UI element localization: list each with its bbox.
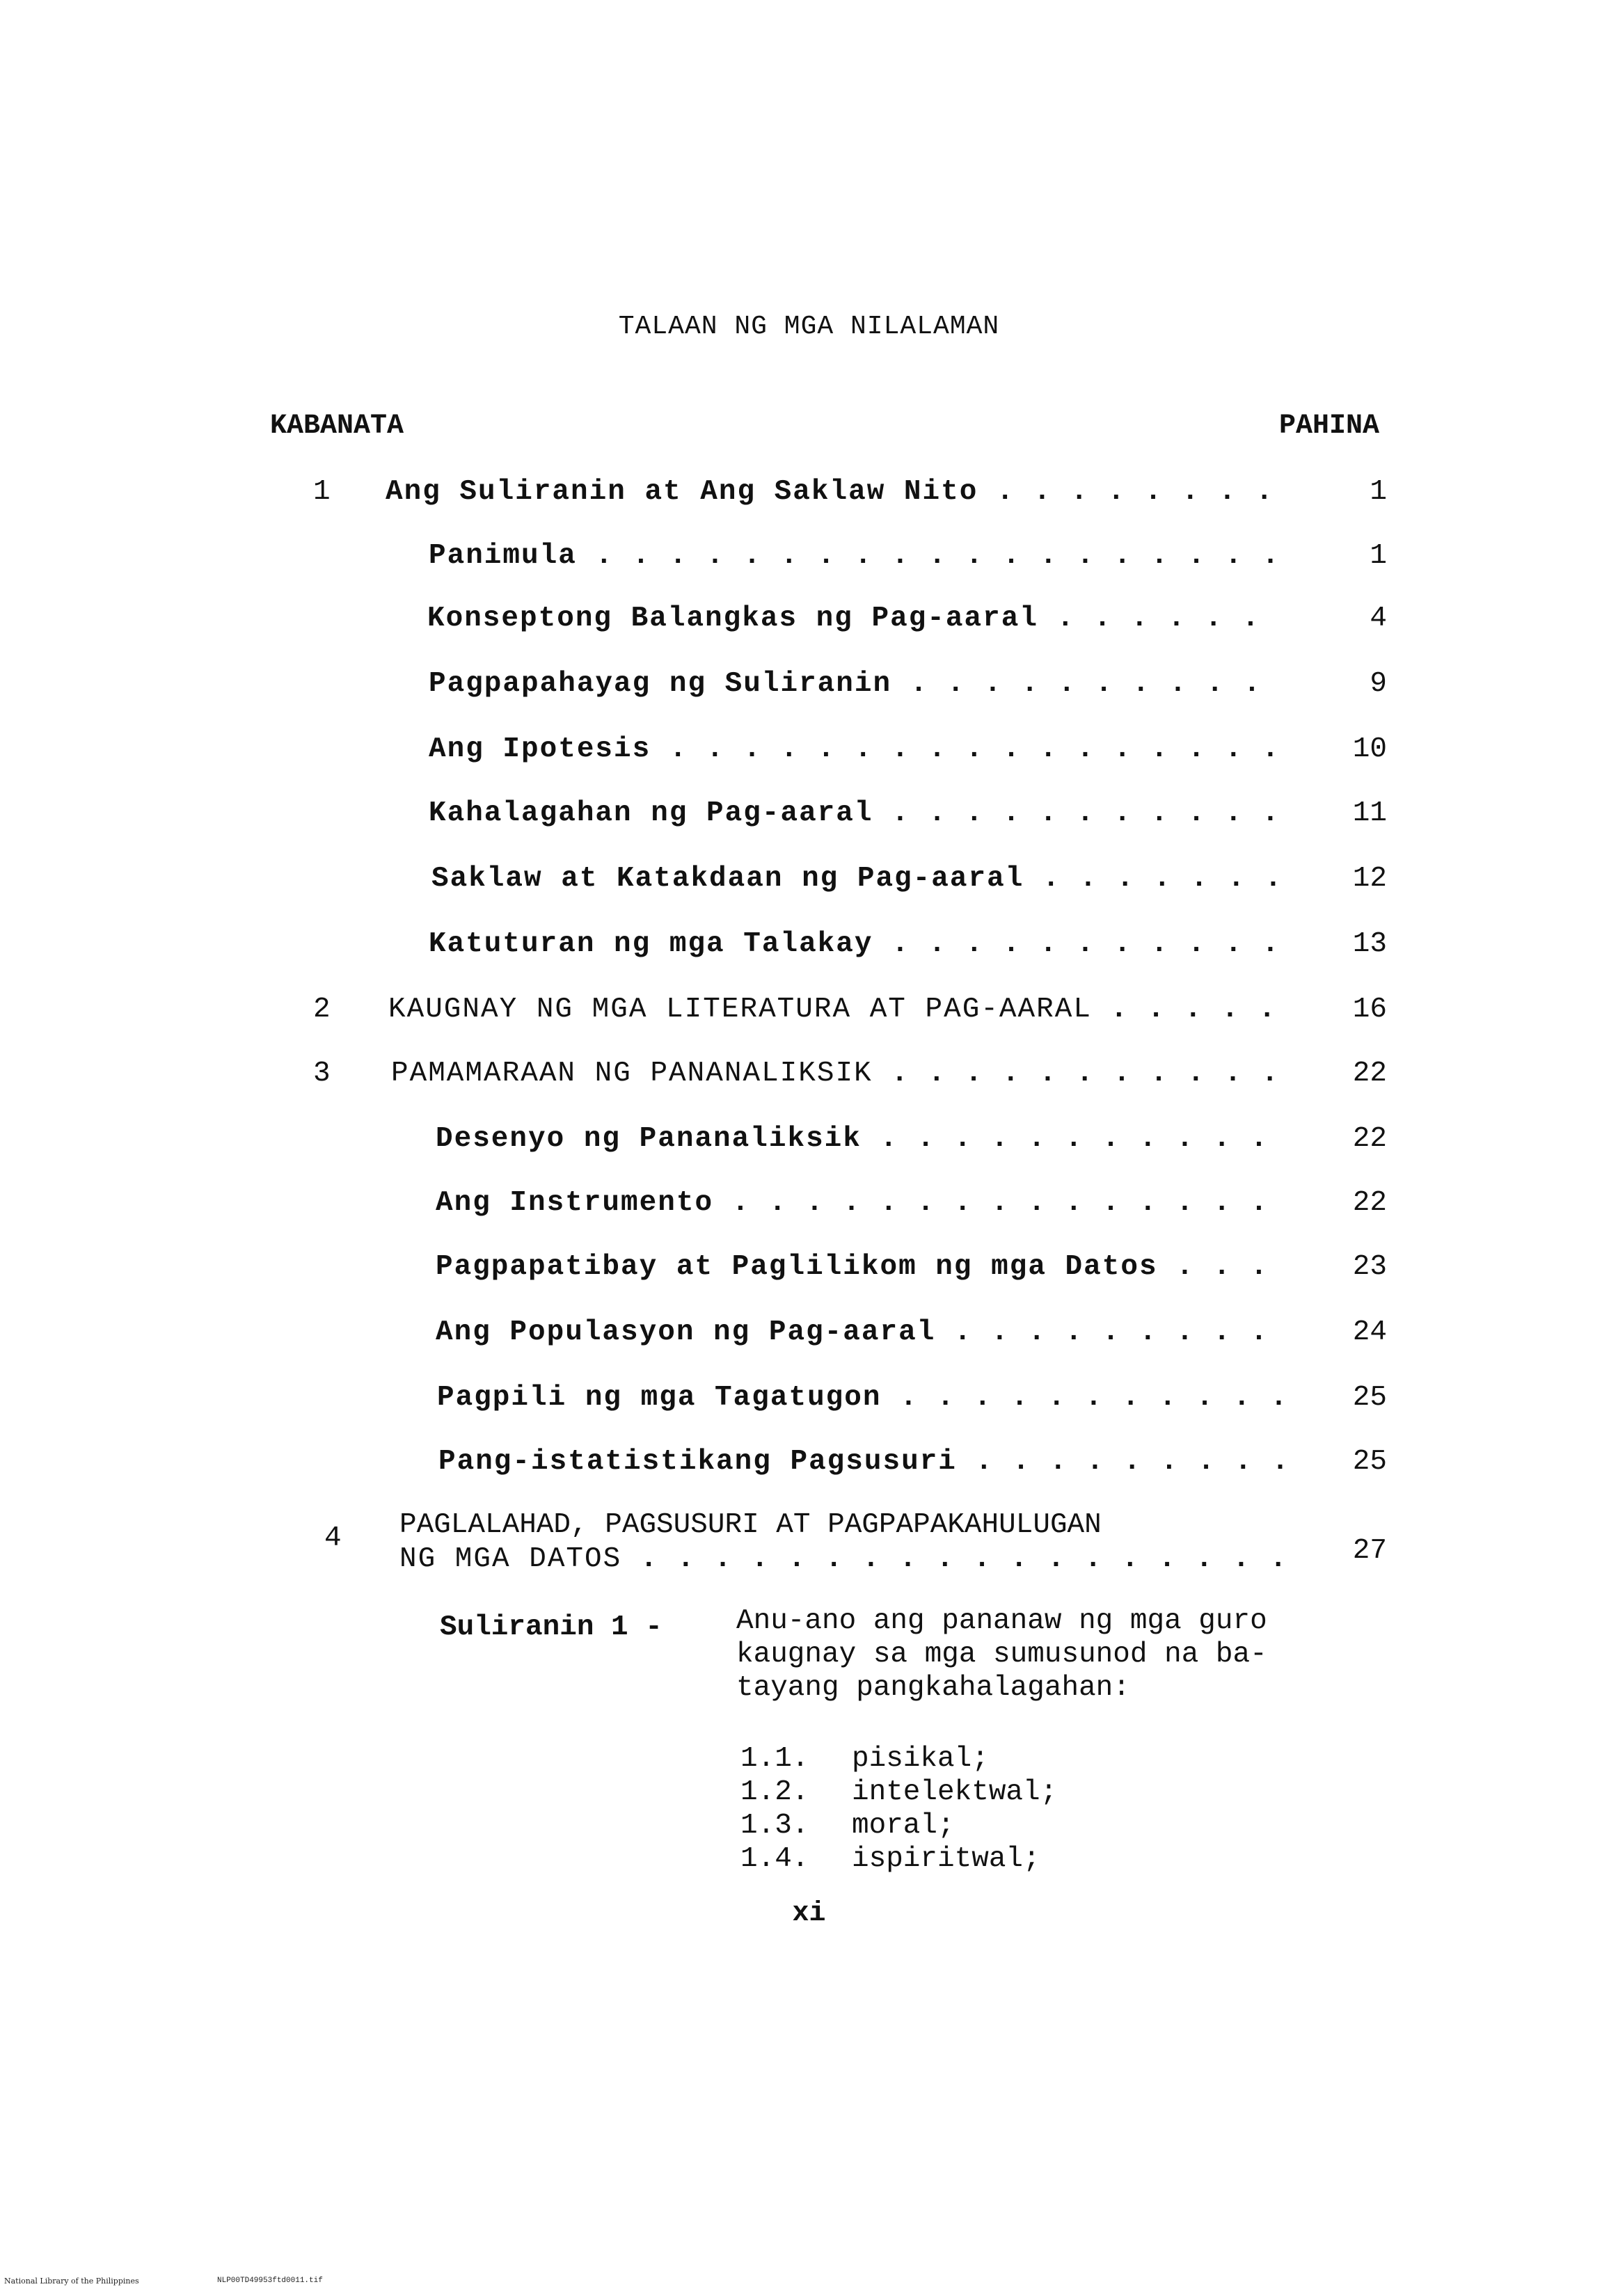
toc-entry [0,1058,1618,1099]
entry-title: Pagpapahayag ng Suliranin . . . [429,668,1283,700]
page-title: TALAAN NG MGA NILALAMAN [618,312,1000,342]
entry-page: 13 [1352,928,1387,960]
toc-entry [0,1316,1618,1358]
entry-title: Desenyo ng Pananaliksik . . . [436,1123,1283,1155]
subitem: 1.2. intelektwal; [740,1776,1058,1808]
toc-entry [0,1187,1618,1229]
entry-page: 25 [1352,1446,1387,1478]
scan-source-footer: National Library of the Philippines [4,2277,139,2286]
problem-label: Suliranin 1 - [440,1611,663,1643]
entry-page: 22 [1352,1187,1387,1219]
toc-entry [0,540,1618,582]
entry-title: Pagpili ng mga Tagatugon . . . [437,1382,1283,1414]
entry-title: Panimula . . . [429,540,1283,572]
chapter-number: 3 [313,1058,331,1090]
entry-page: 11 [1352,797,1387,829]
problem-statement: Anu-ano ang pananaw ng mga guro kaugnay sa mga sumusunod na ba-tayang pangkahalagahan: [736,1605,1267,1704]
subitem: 1.4. ispiritwal; [740,1843,1040,1875]
entry-title: Saklaw at Katakdaan ng Pag-aaral . . . [431,863,1283,895]
entry-page: 25 [1352,1382,1387,1414]
entry-page: 4 [1370,603,1387,635]
toc-entry [0,603,1618,644]
problem-subitems [740,1742,1057,1876]
chapter-number: 4 [324,1522,342,1554]
chapter-number: 1 [313,476,331,508]
toc-entry [0,668,1618,710]
entry-page: 12 [1352,863,1387,895]
toc-entry [0,1251,1618,1293]
toc-entry [0,1123,1618,1165]
entry-page: 1 [1370,476,1387,508]
entry-title: Ang Ipotesis . . . [429,733,1283,765]
entry-page: 24 [1352,1316,1387,1348]
entry-page: 22 [1352,1123,1387,1155]
entry-title: Kahalagahan ng Pag-aaral . . . [429,797,1283,829]
entry-page: 1 [1370,540,1387,572]
entry-title: KAUGNAY NG MGA LITERATURA AT PAG-AARAL . . . [388,994,1283,1026]
toc-entry [0,476,1618,518]
subitem: 1.3. moral; [740,1810,955,1842]
entry-title: NG MGA DATOS . . . [399,1543,1283,1575]
entry-title: Konseptong Balangkas ng Pag-aaral . . . [427,603,1283,635]
toc-entry [0,1382,1618,1424]
entry-title: Katuturan ng mga Talakay . . . [429,928,1283,960]
entry-title: Pang-istatistikang Pagsusuri . . . [438,1446,1283,1478]
entry-page: 10 [1352,733,1387,765]
entry-title: Ang Suliranin at Ang Saklaw Nito . . . [386,476,1283,508]
entry-title: Ang Populasyon ng Pag-aaral . . . [436,1316,1283,1348]
chapter-4-title-line-1: PAGLALAHAD, PAGSUSURI AT PAGPAPAKAHULUGAN [399,1509,1102,1541]
page-folio: xi [792,1898,826,1929]
toc-entry [0,863,1618,904]
chapter-4-title-line-2-row [0,1543,1618,1585]
entry-page: 27 [1352,1535,1387,1567]
entry-page: 16 [1352,994,1387,1026]
entry-title: Ang Instrumento . . . [436,1187,1283,1219]
toc-entry [0,928,1618,970]
scan-file-name: NLP00TD49953ftd0011.tif [217,2277,323,2285]
entry-page: 23 [1352,1251,1387,1283]
toc-entry [0,994,1618,1035]
entry-title: PAMAMARAAN NG PANANALIKSIK . . . [391,1058,1283,1090]
toc-entry [0,1446,1618,1488]
toc-entry [0,797,1618,839]
chapter-number: 2 [313,994,331,1026]
entry-page: 9 [1370,668,1387,700]
entry-title: Pagpapatibay at Paglilikom ng mga Datos . . . [436,1251,1283,1283]
toc-entry [0,733,1618,775]
entry-page: 22 [1352,1058,1387,1090]
page-column-header: PAHINA [1279,410,1380,442]
subitem: 1.1. pisikal; [740,1743,989,1775]
chapter-column-header: KABANATA [270,410,404,442]
